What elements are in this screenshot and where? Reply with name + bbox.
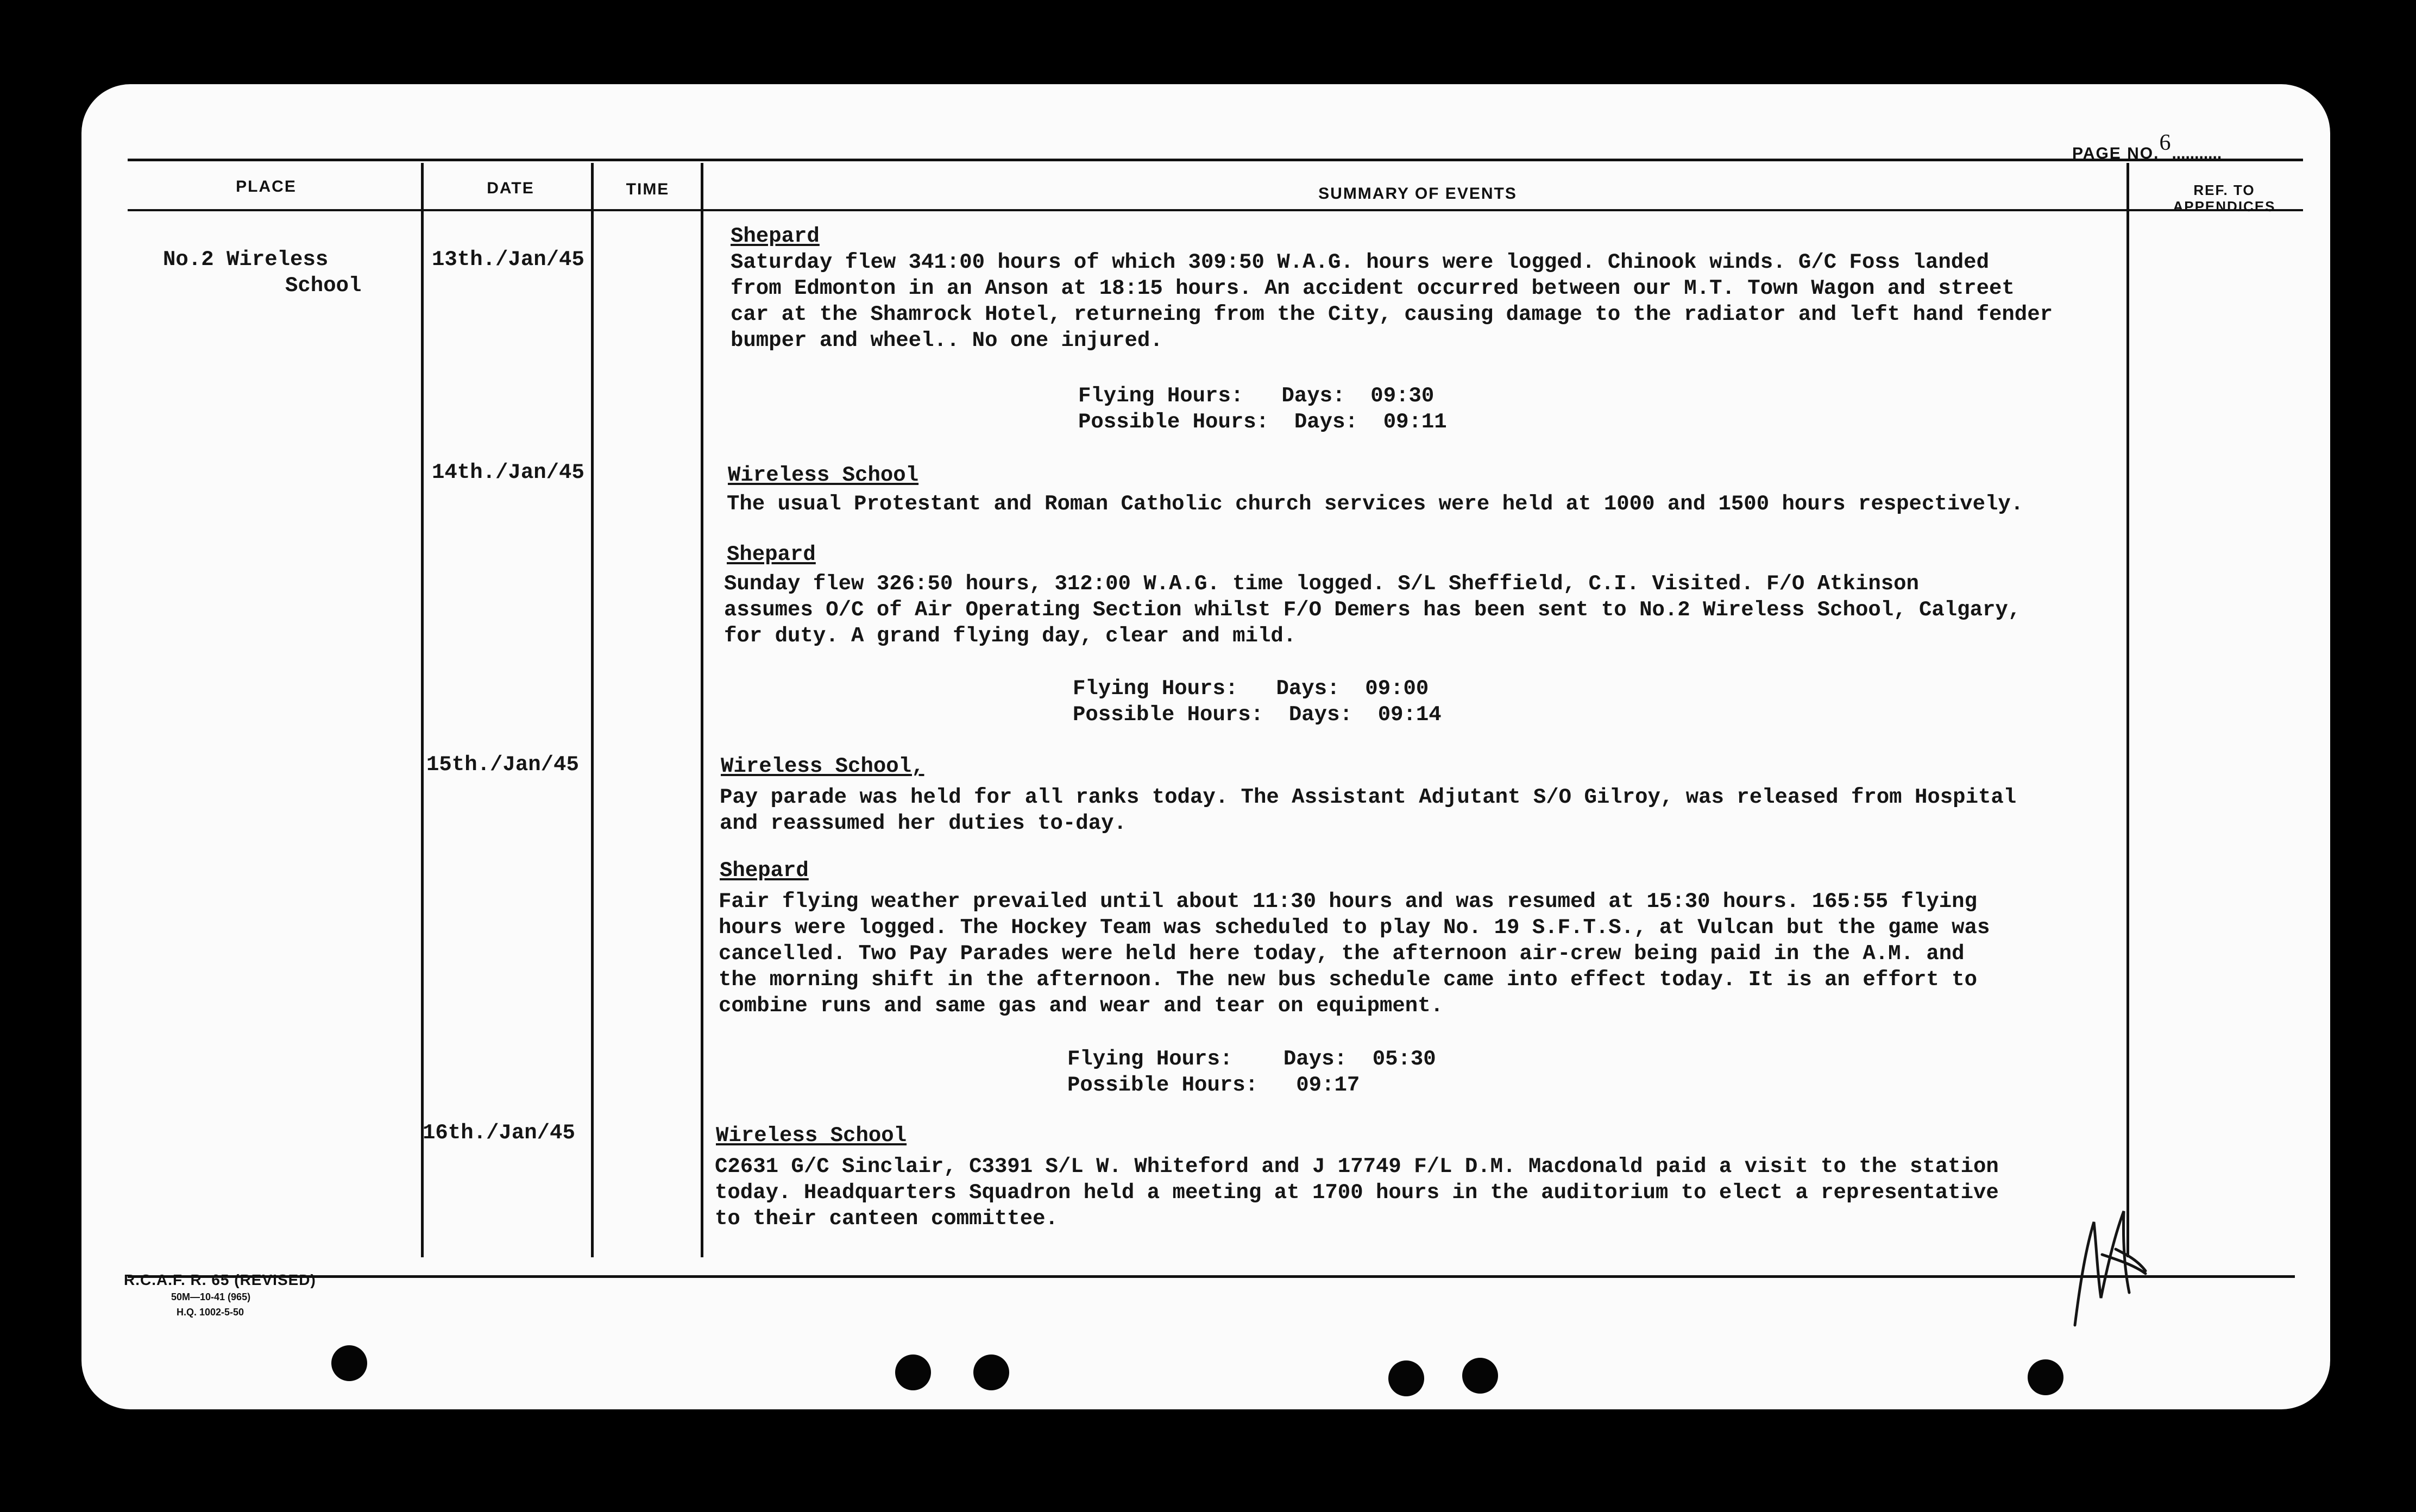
col-divider-date-time [591,163,594,1257]
col-header-summary: SUMMARY OF EVENTS [1318,185,1517,203]
entry-heading: Shepard [731,224,820,248]
page-number: 6 [2159,130,2172,155]
flying-hours: Flying Hours: Days: 05:30 [1067,1047,1436,1071]
punch-hole [1462,1358,1498,1394]
entry-line: Fair flying weather prevailed until about 11:30 hours and was resumed at 15:30 hours. 165:55 flying [719,890,1977,914]
entry-line: for duty. A grand flying day, clear and mild. [724,624,1297,648]
header-rule [128,209,2303,211]
entry-line: The usual Protestant and Roman Catholic church services were held at 1000 and 1500 hours respectively. [727,492,2024,516]
entry-line: the morning shift in the afternoon. The new bus schedule came into effect today. It is an effort to [719,968,1977,992]
date-15-jan: 15th./Jan/45 [426,753,579,777]
entry-heading: Wireless School [716,1124,907,1148]
possible-hours: Possible Hours: 09:17 [1067,1073,1360,1097]
col-header-place: PLACE [236,178,297,196]
entry-line: to their canteen committee. [715,1207,1058,1231]
entry-line: assumes O/C of Air Operating Section whilst F/O Demers has been sent to No.2 Wireless School, Calgary, [724,598,2021,622]
flying-hours: Flying Hours: Days: 09:00 [1073,677,1429,701]
col-divider-time-summary [701,163,703,1257]
page-number-label: PAGE NO.6........... [2072,130,2222,162]
handwritten-initials [2064,1200,2151,1331]
entry-line: hours were logged. The Hockey Team was scheduled to play No. 19 S.F.T.S., at Vulcan but the game was [719,916,1990,940]
punch-hole [331,1345,367,1381]
entry-heading: Wireless School, [721,754,924,778]
form-print-code: 50M—10-41 (965) [171,1292,251,1302]
place-line-2: School [285,274,362,298]
entry-line: bumper and wheel.. No one injured. [731,329,1163,352]
entry-heading: Wireless School [728,463,919,487]
entry-heading: Shepard [720,859,809,883]
punch-hole [973,1354,1009,1390]
possible-hours: Possible Hours: Days: 09:11 [1078,410,1447,434]
entry-line: from Edmonton in an Anson at 18:15 hours. An accident occurred between our M.T. Town Wagon and street [731,276,2015,300]
entry-line: car at the Shamrock Hotel, returneing from the City, causing damage to the radiator and left hand fender [731,303,2053,326]
flying-hours: Flying Hours: Days: 09:30 [1078,384,1434,408]
punch-hole [2028,1359,2063,1395]
entry-line: and reassumed her duties to-day. [720,811,1127,835]
entry-line: combine runs and same gas and wear and tear on equipment. [719,994,1444,1018]
entry-line: Sunday flew 326:50 hours, 312:00 W.A.G. time logged. S/L Sheffield, C.I. Visited. F/O Atkinson [724,572,1919,596]
entry-line: cancelled. Two Pay Parades were held here today, the afternoon air-crew being paid in the A.M. and [719,942,1965,966]
bottom-rule [128,1275,2295,1278]
date-16-jan: 16th./Jan/45 [423,1121,575,1145]
punch-hole [1388,1360,1424,1396]
entry-line: Saturday flew 341:00 hours of which 309:50 W.A.G. hours were logged. Chinook winds. G/C Foss landed [731,250,1989,274]
col-divider-summary-ref [2126,163,2129,1257]
entry-line: C2631 G/C Sinclair, C3391 S/L W. Whiteford and J 17749 F/L D.M. Macdonald paid a visit to the station [715,1155,1999,1179]
col-header-time: TIME [626,180,670,198]
col-header-date: DATE [487,179,534,197]
entry-line: Pay parade was held for all ranks today. The Assistant Adjutant S/O Gilroy, was released from Hospital [720,785,2017,809]
form-number: R.C.A.F. R. 65 (REVISED) [124,1271,316,1288]
possible-hours: Possible Hours: Days: 09:14 [1073,703,1442,727]
entry-heading: Shepard [727,543,816,566]
date-14-jan: 14th./Jan/45 [432,461,584,484]
col-divider-place-date [421,163,424,1257]
col-header-ref: REF. TO APPENDICES [2173,182,2276,215]
date-13-jan: 13th./Jan/45 [432,248,584,272]
place-line-1: No.2 Wireless [163,248,329,272]
top-rule [128,159,2303,161]
entry-line: today. Headquarters Squadron held a meeting at 1700 hours in the auditorium to elect a representative [715,1181,1999,1205]
form-hq-code: H.Q. 1002-5-50 [177,1307,244,1318]
punch-hole [895,1354,931,1390]
